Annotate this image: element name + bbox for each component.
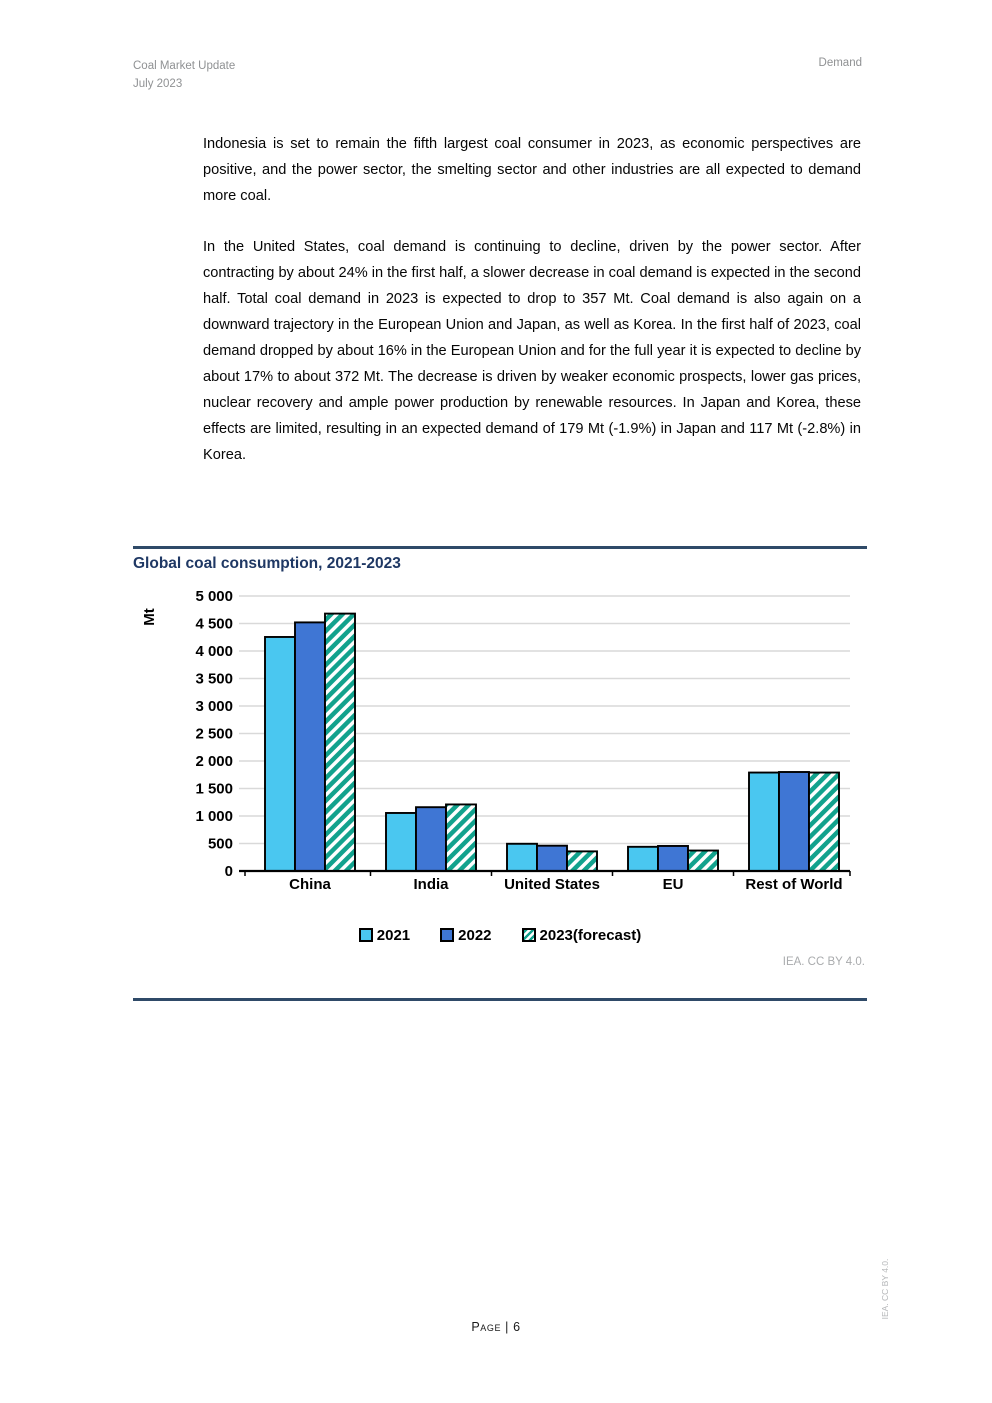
header-left [133, 57, 235, 93]
y-tick-label: 1 500 [195, 780, 233, 798]
legend-item-2023forecast [522, 927, 642, 944]
bar-eu-2023 [688, 851, 718, 871]
license-note: IEA. CC BY 4.0. [782, 956, 865, 968]
bar-china-2022 [295, 622, 325, 871]
x-category-label: China [289, 876, 331, 893]
y-axis-unit-label: Mt [141, 608, 158, 626]
chart-top-rule [133, 546, 867, 549]
legend-label: 2023(forecast) [539, 926, 642, 944]
y-tick-label: 500 [207, 835, 233, 853]
legend-label: 2022 [458, 926, 492, 944]
bar-china-2021 [265, 637, 295, 871]
header-report-title: Coal Market Update [133, 60, 236, 72]
bar-united-states-2021 [507, 844, 537, 871]
y-tick-label: 0 [224, 863, 233, 881]
chart-title: Global coal consumption, 2021-2023 [133, 555, 401, 572]
y-tick-label: 4 500 [195, 615, 233, 633]
header-section-label: Demand [818, 57, 862, 69]
legend-swatch [522, 928, 536, 942]
bar-india-2021 [386, 813, 416, 871]
y-tick-label: 2 000 [195, 753, 233, 771]
legend-item-2022 [440, 927, 491, 944]
y-tick-label: 2 500 [195, 725, 233, 743]
paragraph-indonesia: Indonesia is set to remain the fifth largest coal consumer in 2023, as economic perspectives are positive, and the power sector, the smelting sector and other industries are all expected to demand more coal. [203, 136, 861, 204]
legend-swatch [359, 928, 373, 942]
legend-swatch [440, 928, 454, 942]
chart-section [133, 546, 867, 1006]
y-tick-label: 3 500 [195, 670, 233, 688]
body-text [203, 131, 861, 493]
side-license-note: IEA. CC BY 4.0. [880, 1258, 890, 1320]
y-tick-label: 4 000 [195, 643, 233, 661]
x-category-label: Rest of World [745, 876, 843, 893]
chart-bottom-rule [133, 998, 867, 1001]
bar-rest-of-world-2023 [809, 773, 839, 871]
y-tick-label: 1 000 [195, 808, 233, 826]
x-category-label: EU [662, 876, 684, 893]
legend-label: 2021 [376, 926, 411, 944]
bar-india-2022 [416, 807, 446, 871]
bar-chart [133, 583, 867, 913]
bar-rest-of-world-2022 [779, 772, 809, 871]
bar-eu-2022 [658, 846, 688, 871]
chart-legend [133, 925, 867, 945]
bar-china-2023 [325, 614, 355, 871]
bar-united-states-2022 [537, 846, 567, 871]
legend-item-2021 [359, 927, 410, 944]
bar-india-2023 [446, 804, 476, 871]
y-tick-label: 3 000 [195, 698, 233, 716]
y-tick-label: 5 000 [195, 588, 233, 606]
x-category-label: United States [504, 876, 600, 893]
bar-eu-2021 [628, 847, 658, 871]
page-number: Page | 6 [471, 1320, 521, 1334]
bar-united-states-2023 [567, 851, 597, 871]
x-category-label: India [413, 876, 449, 893]
bar-rest-of-world-2021 [749, 773, 779, 871]
header-report-date: July 2023 [133, 78, 183, 90]
paragraph-united-states: In the United States, coal demand is continuing to decline, driven by the power sector. After contracting by about 24% in the first half, a slower decrease in coal demand is expected in the second half. Total coal demand in 2023 is expected to drop to 357 Mt. Coal demand is also again on a downward trajectory in the European Union and Japan, as well as Korea. In the first half of 2023, coal demand dropped by about 16% in the European Union and for the full year it is expected to decline by about 17% to about 372 Mt. The decrease is driven by weaker economic prospects, lower gas prices, nuclear recovery and ample power production by renewable resources. In Japan and Korea, these effects are limited, resulting in an expected demand of 179 Mt (-1.9%) in Japan and 117 Mt (-2.8%) in Korea. [203, 239, 861, 463]
